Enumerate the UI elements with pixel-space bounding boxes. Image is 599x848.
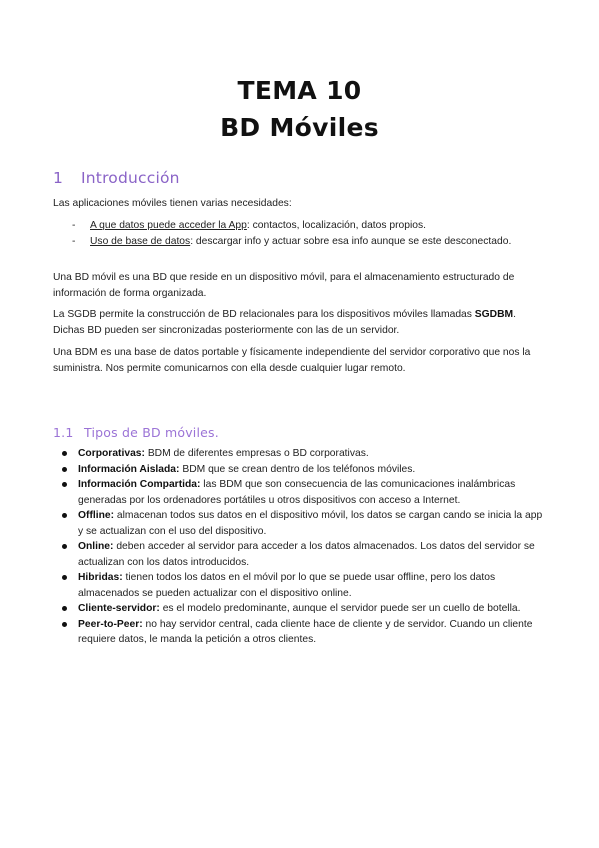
type-text: no hay servidor central, cada cliente hace de cliente y de servidor. Cuando un cliente requiere datos, le manda la petición a otros clientes. xyxy=(78,618,533,645)
type-term: Información Compartida: xyxy=(78,479,201,490)
bullet-icon xyxy=(62,575,67,580)
sgdb-paragraph xyxy=(53,307,548,338)
intro-paragraph: Las aplicaciones móviles tienen varias necesidades: xyxy=(53,198,292,209)
bullet-icon xyxy=(62,467,67,472)
needs-item-text: : contactos, localización, datos propios. xyxy=(246,220,427,231)
type-term: Online: xyxy=(78,541,114,552)
type-text: BDM que se crean dentro de los teléfonos móviles. xyxy=(179,463,416,475)
type-term: Cliente-servidor: xyxy=(78,603,160,614)
needs-item-label: A que datos puede acceder la App xyxy=(90,220,247,231)
bdm-paragraph: Una BDM es una base de datos portable y físicamente independiente del servidor corporativo que nos la suministra. Nos permite comunicarnos con ella desde cualquier lugar remoto. xyxy=(53,347,531,374)
section-1-1-title: Tipos de BD móviles. xyxy=(84,425,219,440)
types-list-item xyxy=(60,477,545,508)
types-list-item xyxy=(60,601,545,617)
section-1-1-heading xyxy=(53,425,219,440)
bd-movil-paragraph: Una BD móvil es una BD que reside en un dispositivo móvil, para el almacenamiento estructurado de información de forma organizada. xyxy=(53,272,515,299)
section-1-number: 1 xyxy=(53,169,64,187)
needs-item: - Uso de base de datos: descargar info y actuar sobre esa info aunque se este desconectado. xyxy=(72,235,512,247)
types-list-item xyxy=(60,446,545,462)
bullet-icon xyxy=(62,451,67,456)
type-text: almacenan todos sus datos en el dispositivo móvil, los datos se cargan cando se inicia la app y se actualizan con el uso del dispositivo. xyxy=(78,510,543,537)
type-text: BDM de diferentes empresas o BD corporativas. xyxy=(144,448,369,459)
type-term: Corporativas: xyxy=(78,448,145,459)
types-list-item xyxy=(60,462,545,478)
type-term: Peer-to-Peer: xyxy=(78,618,143,630)
type-text: deben acceder al servidor para acceder a los datos almacenados. Los datos del servidor se actualizan con los datos introducidos. xyxy=(78,541,535,568)
type-text: es el modelo predominante, aunque el servidor puede ser un cuello de botella. xyxy=(159,603,521,614)
doc-title-line1: TEMA 10 xyxy=(237,76,362,105)
types-list-item xyxy=(60,617,545,648)
type-term: Offline: xyxy=(78,510,115,521)
bullet-icon xyxy=(62,606,67,611)
needs-item: - A que datos puede acceder la App: contactos, localización, datos propios. xyxy=(72,220,427,231)
type-text: tienen todos los datos en el móvil por lo que se puede usar offline, pero los datos almacenados se pueden actualizar con el dispositivo online. xyxy=(78,572,496,599)
bullet-icon xyxy=(62,544,67,549)
type-term: Hibridas: xyxy=(78,572,123,583)
bullet-icon xyxy=(62,622,67,627)
sgdbm-term: SGDBM xyxy=(474,309,514,320)
section-1-heading xyxy=(53,169,180,187)
types-list-item xyxy=(60,539,545,570)
sgdb-text-after: . Dichas BD pueden ser sincronizadas posteriormente con las de un servidor. xyxy=(53,309,516,336)
bullet-icon xyxy=(62,482,67,487)
needs-list xyxy=(72,218,542,249)
section-1-title: Introducción xyxy=(81,169,180,187)
needs-item-text: : descargar info y actuar sobre esa info aunque se este desconectado. xyxy=(190,235,512,247)
types-list-item xyxy=(60,508,545,539)
bullet-icon xyxy=(62,513,67,518)
section-1-1-number: 1.1 xyxy=(53,425,74,440)
doc-title-line2: BD Móviles xyxy=(220,113,379,142)
type-term: Información Aislada: xyxy=(78,463,180,475)
needs-item-label: Uso de base de datos xyxy=(90,235,191,247)
types-list-item xyxy=(60,570,545,601)
types-list xyxy=(60,446,545,648)
sgdb-text-before: La SGDB permite la construcción de BD relacionales para los dispositivos móviles llamadas xyxy=(53,309,475,320)
type-text: las BDM que son consecuencia de las comunicaciones inalámbricas generadas por los ordenadores portátiles u otros dispositivos con acceso a Internet. xyxy=(78,479,516,506)
